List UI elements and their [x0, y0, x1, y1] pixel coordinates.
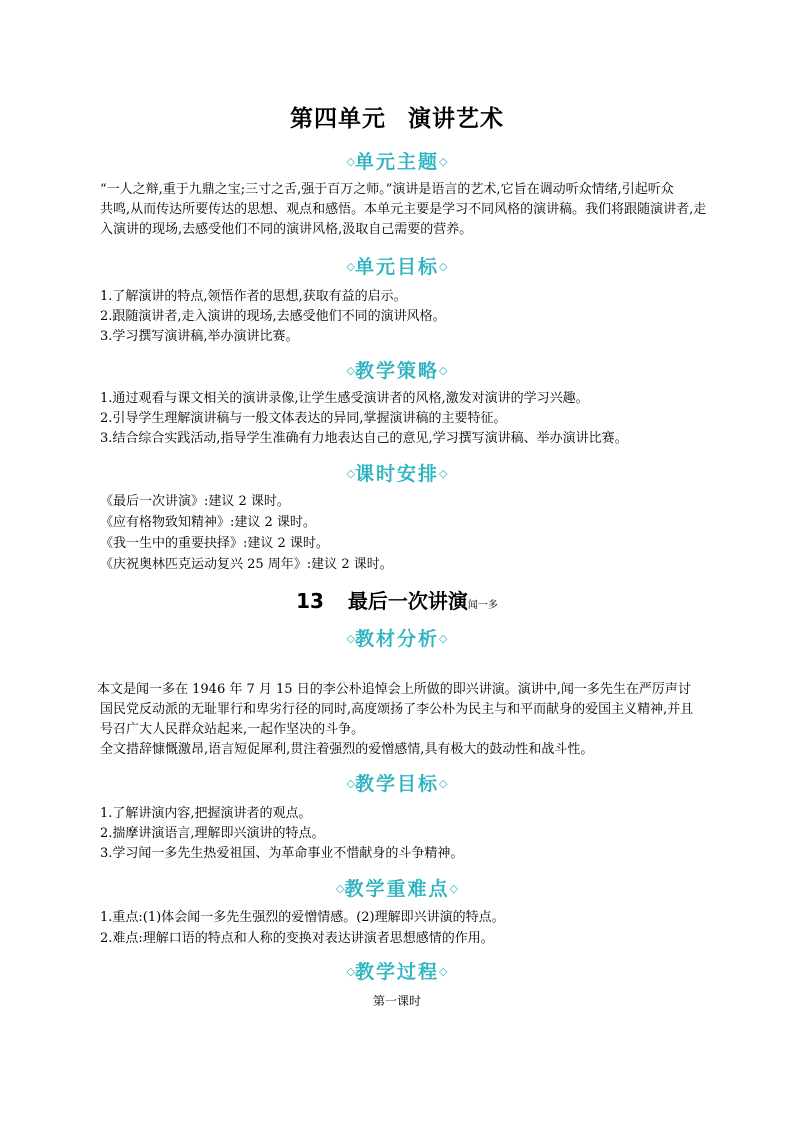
lesson-author: 闻一多	[467, 600, 498, 611]
lesson-number: 13	[296, 589, 324, 613]
list-item: 1.通过观看与课文相关的演讲录像,让学生感受演讲者的风格,激发对演讲的学习兴趣。	[100, 391, 589, 406]
unit-title	[0, 100, 794, 133]
section-heading-teach-goals: ◇教学目标◇	[346, 773, 448, 795]
section-heading-theme: ◇单元主题◇	[346, 151, 448, 173]
list-item: 1.了解讲演内容,把握演讲者的观点。	[100, 806, 312, 821]
list-item: 《庆祝奥林匹克运动复兴 25 周年》:建议 2 课时。	[100, 557, 393, 572]
period-heading: 第一课时	[372, 994, 421, 1008]
diamond-icon: ◇	[346, 965, 355, 978]
lesson-name: 最后一次讲演	[347, 589, 468, 613]
list-item: 《应有格物致知精神》:建议 2 课时。	[100, 515, 316, 530]
list-item: 2.引导学生理解演讲稿与一般文体表达的异同,掌握演讲稿的主要特征。	[100, 411, 507, 426]
list-item: 3.学习撰写演讲稿,举办演讲比赛。	[100, 329, 299, 344]
section-heading-strategy: ◇教学策略◇	[346, 360, 448, 382]
list-item: 1.了解演讲的特点,领悟作者的思想,获取有益的启示。	[100, 289, 407, 304]
section-heading-key-points: ◇教学重难点◇	[336, 878, 458, 900]
list-item: 3.结合综合实践活动,指导学生准确有力地表达自己的意见,学习撰写演讲稿、举办演讲比赛。	[100, 431, 628, 446]
diamond-icon: ◇	[439, 777, 448, 790]
diamond-icon: ◇	[439, 965, 448, 978]
section-heading-schedule: ◇课时安排◇	[346, 463, 448, 485]
diamond-icon: ◇	[346, 777, 355, 790]
diamond-icon: ◇	[346, 632, 355, 645]
list-item: 《我一生中的重要抉择》:建议 2 课时。	[100, 536, 329, 551]
theme-paragraph: “一人之辩,重于九鼎之宝;三寸之舌,强于百万之师。”演讲是语言的艺术,它旨在调动听众情绪,引起听众 共鸣,从而传达所要传达的思想、观点和感悟。本单元主要是学习不同风格的演讲稿。我们将跟随演讲者,走 入演讲的现场,去感受他们不同的演讲风格,汲取自己需要的营养。	[100, 182, 707, 237]
diamond-icon: ◇	[439, 155, 448, 168]
section-heading-analysis: ◇教材分析◇	[346, 628, 448, 650]
diamond-icon: ◇	[439, 467, 448, 480]
diamond-icon: ◇	[346, 364, 355, 377]
analysis-paragraph: 本文是闻一多在 1946 年 7 月 15 日的李公朴追悼会上所做的即兴讲演。演讲中,闻一多先生在严厉声讨 国民党反动派的无耻罪行和卑劣行径的同时,高度颂扬了李公朴为民主与和平而献身的爱国主义精神,并且 号召广大人民群众站起来,一起作坚决的斗争。 全文措辞慷慨激昂,语言短促犀利,贯注着强烈的爱憎感情,具有极大的鼓动性和战斗性。	[97, 682, 694, 757]
section-heading-goals: ◇单元目标◇	[346, 256, 448, 278]
list-item: 3.学习闻一多先生热爱祖国、为革命事业不惜献身的斗争精神。	[100, 846, 464, 861]
diamond-icon: ◇	[439, 364, 448, 377]
list-item: 1.重点:(1)体会闻一多先生强烈的爱憎情感。(2)理解即兴讲演的特点。	[100, 910, 505, 925]
diamond-icon: ◇	[336, 882, 345, 895]
list-item: 2.跟随演讲者,走入演讲的现场,去感受他们不同的演讲风格。	[100, 309, 446, 324]
diamond-icon: ◇	[439, 260, 448, 273]
section-heading-process: ◇教学过程◇	[346, 961, 448, 983]
diamond-icon: ◇	[346, 155, 355, 168]
diamond-icon: ◇	[346, 260, 355, 273]
unit-name: 演讲艺术	[408, 106, 504, 132]
lesson-title	[0, 585, 794, 614]
list-item: 2.难点:理解口语的特点和人称的变换对表达讲演者思想感情的作用。	[100, 931, 494, 946]
diamond-icon: ◇	[346, 467, 355, 480]
list-item: 2.揣摩讲演语言,理解即兴演讲的特点。	[100, 826, 325, 841]
list-item: 《最后一次讲演》:建议 2 课时。	[100, 494, 290, 509]
diamond-icon: ◇	[439, 632, 448, 645]
diamond-icon: ◇	[449, 882, 458, 895]
unit-number: 第四单元	[290, 106, 386, 132]
